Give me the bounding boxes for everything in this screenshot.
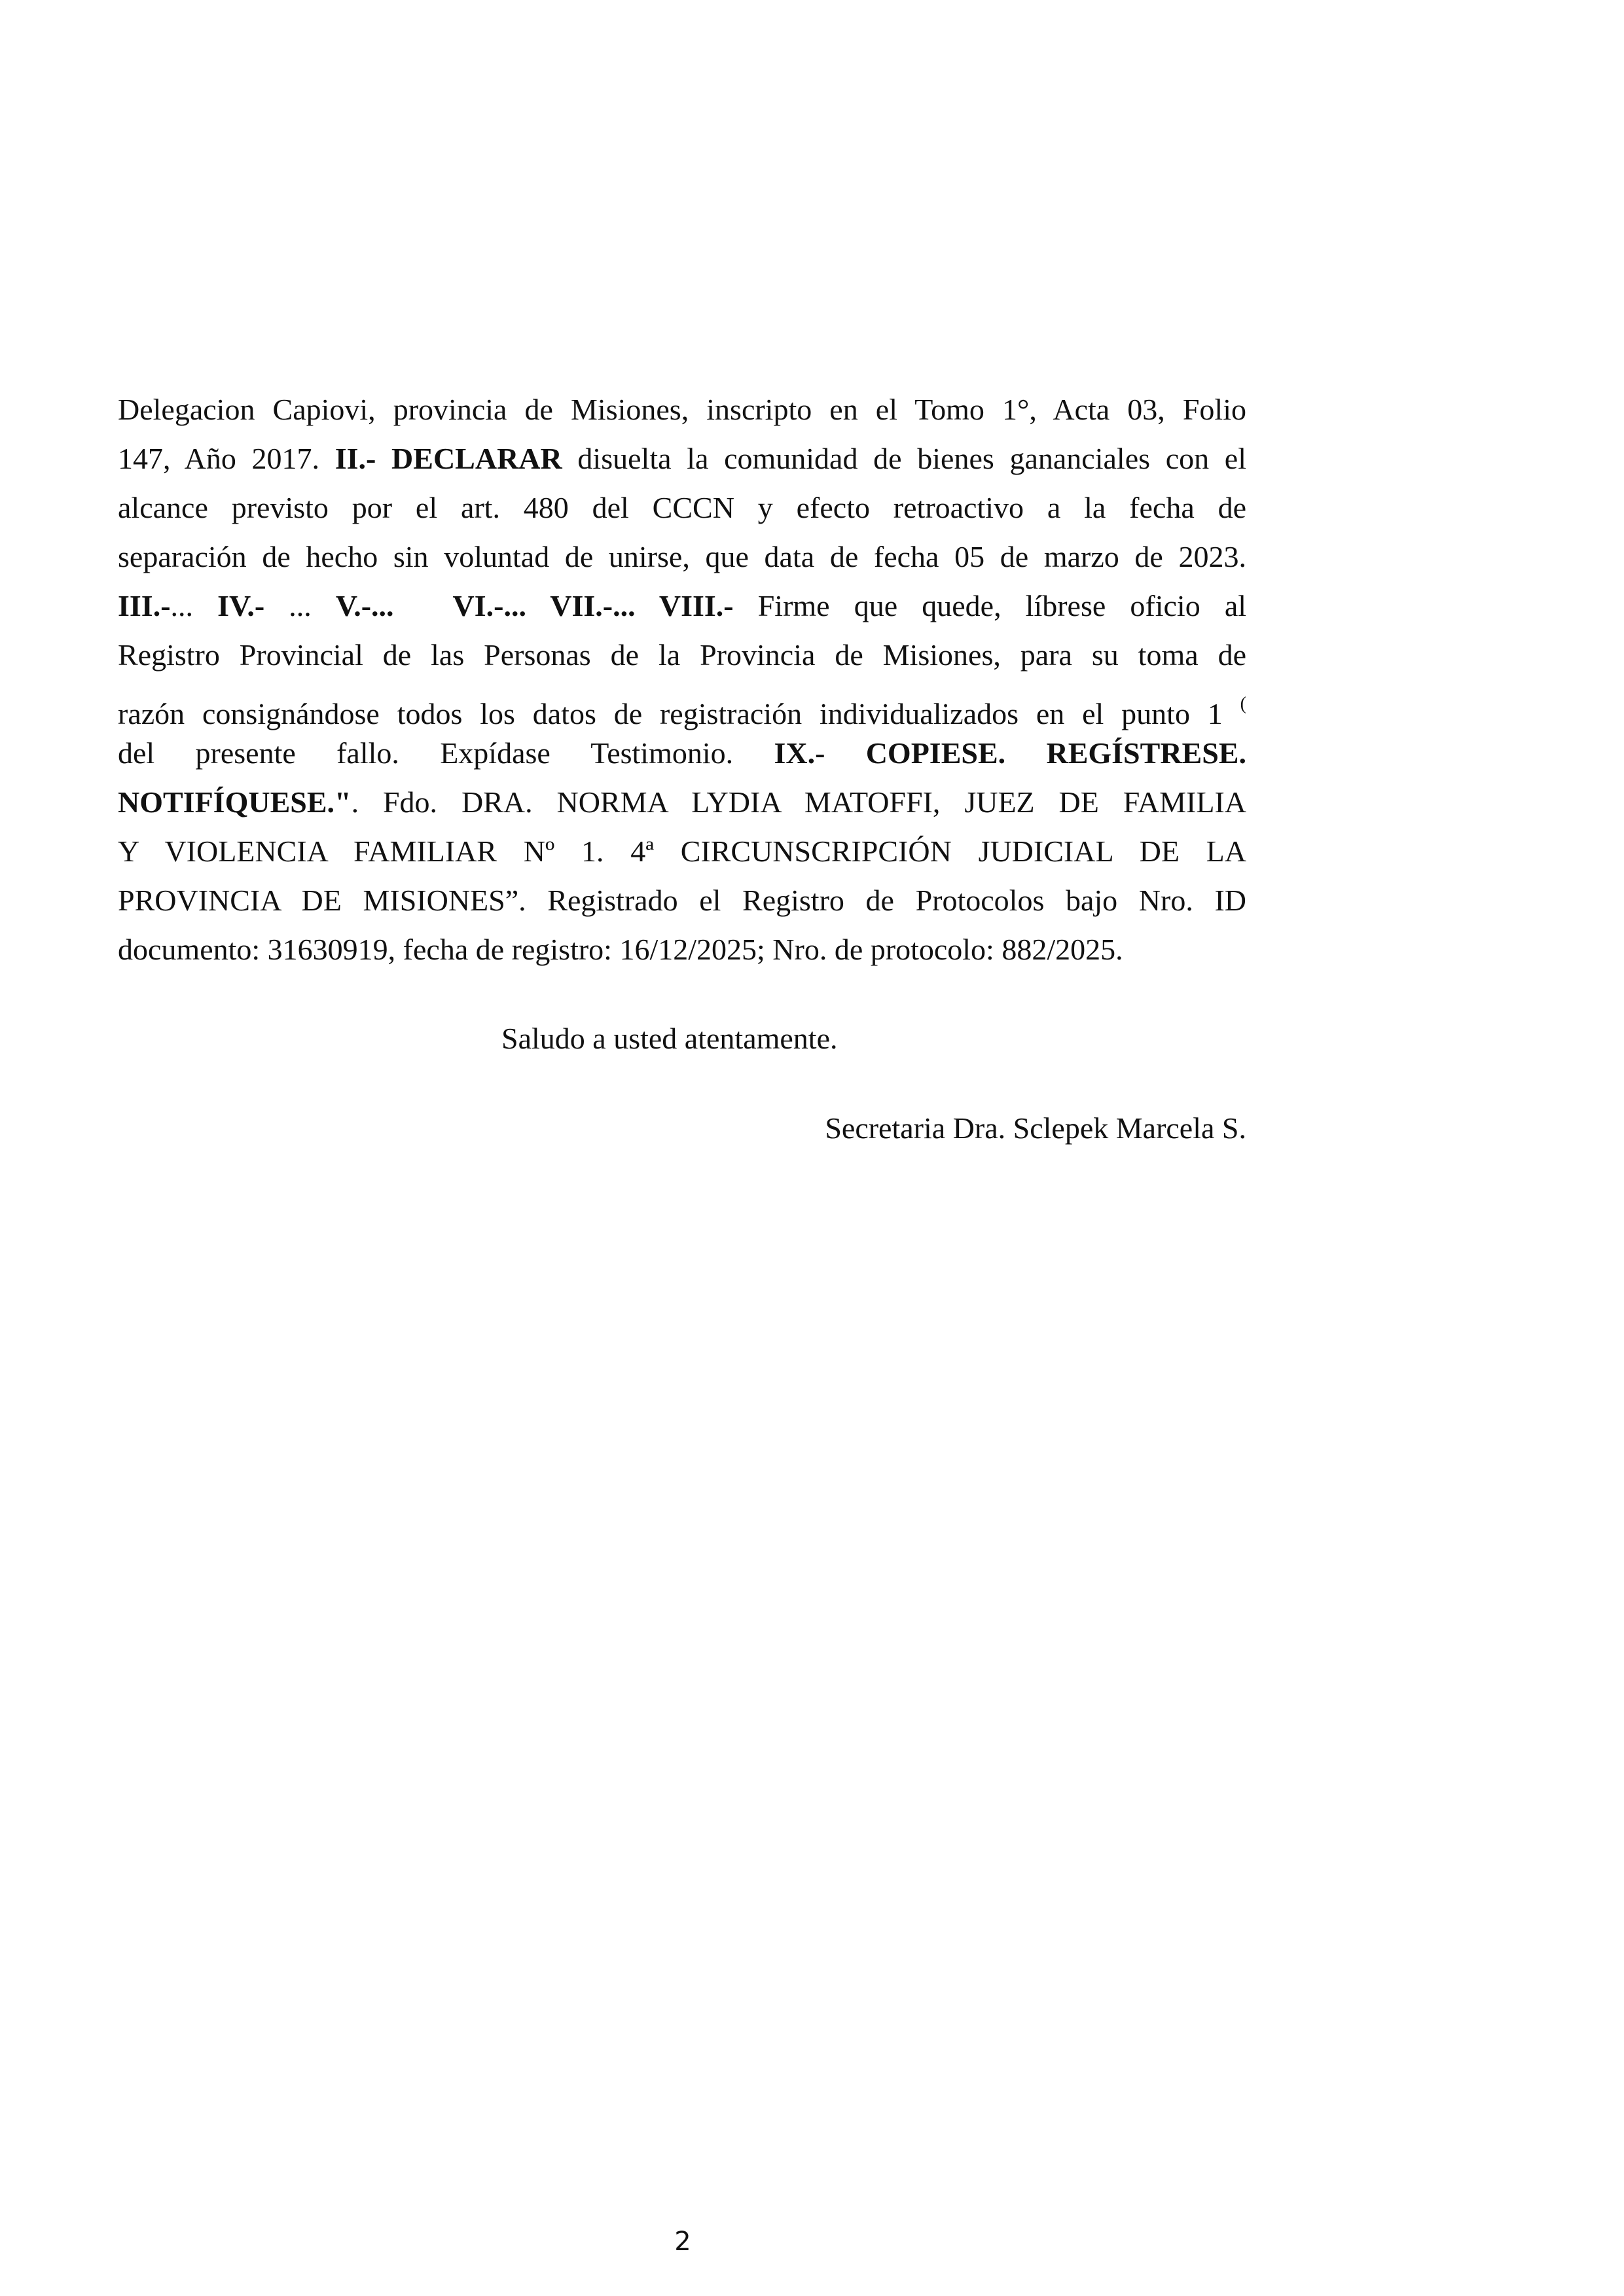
text-segment: separación de hecho sin voluntad de unirse, que data de fecha 05 de marzo de 2023. xyxy=(118,540,1246,573)
text-segment: Delegacion Capiovi, provincia de Misiones, inscripto en el Tomo 1°, Acta 03, Folio xyxy=(118,393,1246,426)
paragraph-line xyxy=(118,581,1246,630)
paragraph-line xyxy=(118,876,1246,925)
closing-line: Saludo a usted atentamente. xyxy=(501,1022,838,1055)
text-segment: Registro Provincial de las Personas de la Provincia de Misiones, para su toma de xyxy=(118,638,1246,672)
paragraph-line xyxy=(118,630,1246,679)
text-segment: razón consignándose todos los datos de registración individualizados en el punto 1 xyxy=(118,697,1240,730)
text-segment: ... xyxy=(264,589,336,622)
text-segment: Y VIOLENCIA FAMILIAR Nº 1. 4ª CIRCUNSCRIPCIÓN JUDICIAL DE LA xyxy=(118,834,1246,868)
text-segment: disuelta la comunidad de bienes gananciales con el xyxy=(562,442,1247,475)
paragraph-line xyxy=(118,728,1246,778)
paragraph-line xyxy=(118,532,1246,581)
text-segment: documento: 31630919, fecha de registro: 16/12/2025; Nro. de protocolo: 882/2025. xyxy=(118,933,1123,966)
paragraph-line xyxy=(118,483,1246,532)
page-number: 2 xyxy=(674,2227,691,2257)
superscript-mark: ( xyxy=(1240,694,1246,714)
paragraph-line xyxy=(118,827,1246,876)
text-segment: Firme que quede, líbrese oficio al xyxy=(733,589,1247,622)
paragraph-line xyxy=(118,925,1246,974)
bold-text-segment: NOTIFÍQUESE." xyxy=(118,785,352,819)
bold-text-segment: IX.- COPIESE. REGÍSTRESE. xyxy=(774,736,1246,770)
text-segment: . Fdo. DRA. NORMA LYDIA MATOFFI, JUEZ DE FAMILIA xyxy=(351,785,1246,819)
body-paragraph xyxy=(118,385,1246,974)
bold-text-segment: II.- DECLARAR xyxy=(334,442,562,475)
bold-text-segment: VI.-... VII.-... VIII.- xyxy=(452,589,734,622)
paragraph-line xyxy=(118,778,1246,827)
bold-text-segment: III.- xyxy=(118,589,171,622)
text-segment: 147, Año 2017. xyxy=(118,442,335,475)
paragraph-line xyxy=(118,679,1246,728)
bold-text-segment: IV.- xyxy=(217,589,265,622)
text-segment: PROVINCIA DE MISIONES”. Registrado el Registro de Protocolos bajo Nro. ID xyxy=(118,884,1246,917)
text-segment: ... xyxy=(170,589,218,622)
text-segment: alcance previsto por el art. 480 del CCCN y efecto retroactivo a la fecha de xyxy=(118,491,1246,524)
paragraph-line xyxy=(118,434,1246,483)
text-segment: del presente fallo. Expídase Testimonio. xyxy=(118,736,774,770)
bold-text-segment: V.-... xyxy=(335,589,394,622)
paragraph-line xyxy=(118,385,1246,434)
signature-line: Secretaria Dra. Sclepek Marcela S. xyxy=(825,1111,1246,1145)
